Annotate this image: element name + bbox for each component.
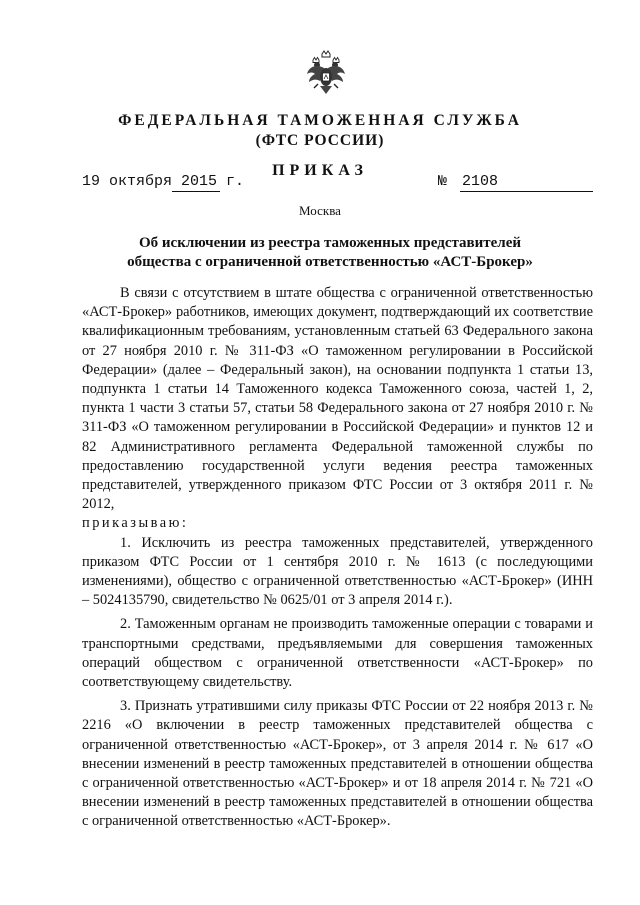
subject-line-2: общества с ограниченной ответственностью «АСТ-Брокер» [127,254,533,270]
order-subject [100,234,560,272]
order-item-2: 2. Таможенным органам не производить таможенные операции с товарами и транспортными средствами, предъявляемыми для совершения таможенных операций обществом с ограниченной ответственности «АСТ-Брокер» по соответствующему свидетельству. [82,616,593,691]
order-item-3: 3. Признать утратившими силу приказы ФТС России от 22 ноября 2013 г. № 2216 «О включении в реестр таможенных представителей общества с ограниченной ответственностью «АСТ-Брокер», от 3 апреля 2014 г. № 617 «О внесении изменений в реестр таможенных представителей в отношении общества с ограниченной ответственностью «АСТ-Брокер» и от 18 апреля 2014 г. № 721 «О внесении изменений в реестр таможенных представителей в отношении общества с ограниченной ответственностью «АСТ-Брокер». [82,698,593,830]
preamble-paragraph: В связи с отсутствием в штате общества с ограниченной ответственностью «АСТ-Брокер» работников, имеющих документ, подтверждающий их соответствие квалификационным требованиям, установленным статьей 63 Федерального закона от 27 ноября 2010 г. № 311-ФЗ «О таможенном регулировании в Российской Федерации» (далее – Федеральный закон), на основании подпункта 1 статьи 13, подпункта 1 статьи 14 Таможенного кодекса Таможенного союза, частей 1, 2, пункта 1 части 3 статьи 57, статьи 58 Федерального закона от 27 ноября 2010 г. № 311-ФЗ «О таможенном регулировании в Российской Федерации» и пунктов 12 и 82 Административного регламента Федеральной таможенной службы по предоставлению государственной услуги ведения реестра таможенных представителей, утвержденного приказом ФТС России от 3 октября 2011 г. № 2012, [82,285,593,513]
date-underline [172,191,220,192]
russian-coat-of-arms-emblem [305,50,347,96]
order-word: приказываю: [82,515,189,532]
number-underline [460,191,593,192]
order-item-1: 1. Исключить из реестра таможенных представителей, утвержденного приказом ФТС России от 1 сентября 2010 г. № 1613 (с последующими изменениями), общество с ограниченной ответственностью «АСТ-Брокер» (ИНН – 5024135790, свидетельство № 0625/01 от 3 апреля 2014 г.). [82,534,593,609]
agency-name: ФЕДЕРАЛЬНАЯ ТАМОЖЕННАЯ СЛУЖБА [118,112,522,129]
agency-short-name: (ФТС РОССИИ) [255,132,385,149]
order-body [82,284,593,832]
order-date: 19 октября 2015 г. [82,173,245,190]
order-number: 2108 [462,173,499,190]
issue-city: Москва [299,203,341,218]
document-type-title: ПРИКАЗ [272,162,368,179]
number-sign: № [438,173,448,190]
subject-line-1: Об исключении из реестра таможенных представителей [138,235,522,251]
